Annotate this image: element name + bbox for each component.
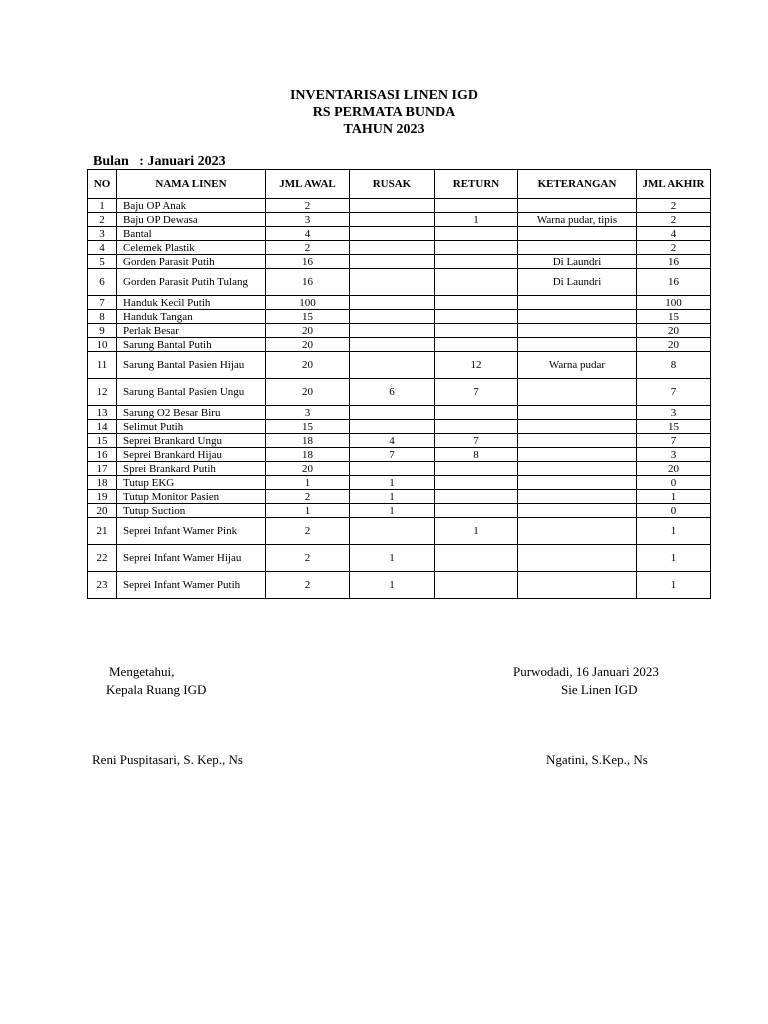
row-jml-awal: 15 bbox=[266, 420, 350, 434]
row-return bbox=[435, 504, 518, 518]
row-jml-awal: 2 bbox=[266, 241, 350, 255]
row-no: 19 bbox=[88, 490, 117, 504]
row-nama-linen: Seprei Infant Wamer Putih bbox=[117, 572, 266, 599]
row-jml-akhir: 3 bbox=[637, 448, 711, 462]
left-signer-title: Kepala Ruang IGD bbox=[106, 682, 207, 697]
row-jml-awal: 2 bbox=[266, 518, 350, 545]
row-no: 23 bbox=[88, 572, 117, 599]
row-jml-awal: 2 bbox=[266, 545, 350, 572]
row-jml-akhir: 2 bbox=[637, 213, 711, 227]
row-no: 16 bbox=[88, 448, 117, 462]
row-jml-akhir: 1 bbox=[637, 518, 711, 545]
table-row bbox=[88, 462, 711, 476]
row-jml-akhir: 16 bbox=[637, 269, 711, 296]
row-jml-akhir: 100 bbox=[637, 296, 711, 310]
row-jml-awal: 16 bbox=[266, 269, 350, 296]
table-row bbox=[88, 504, 711, 518]
row-no: 15 bbox=[88, 434, 117, 448]
document-year: TAHUN 2023 bbox=[343, 122, 425, 137]
row-keterangan bbox=[518, 462, 637, 476]
row-jml-awal: 18 bbox=[266, 434, 350, 448]
row-keterangan bbox=[518, 324, 637, 338]
column-header-nama-linen: NAMA LINEN bbox=[117, 170, 266, 199]
row-return bbox=[435, 420, 518, 434]
row-keterangan bbox=[518, 490, 637, 504]
row-jml-akhir: 1 bbox=[637, 545, 711, 572]
row-return bbox=[435, 241, 518, 255]
row-jml-akhir: 2 bbox=[637, 199, 711, 213]
row-nama-linen: Tutup EKG bbox=[117, 476, 266, 490]
row-jml-awal: 20 bbox=[266, 338, 350, 352]
table-row bbox=[88, 448, 711, 462]
row-nama-linen: Sprei Brankard Putih bbox=[117, 462, 266, 476]
row-no: 7 bbox=[88, 296, 117, 310]
row-jml-akhir: 7 bbox=[637, 434, 711, 448]
row-return: 7 bbox=[435, 434, 518, 448]
row-nama-linen: Perlak Besar bbox=[117, 324, 266, 338]
table-row bbox=[88, 545, 711, 572]
row-jml-akhir: 0 bbox=[637, 504, 711, 518]
table-row bbox=[88, 518, 711, 545]
row-jml-awal: 20 bbox=[266, 379, 350, 406]
row-jml-akhir: 4 bbox=[637, 227, 711, 241]
row-jml-awal: 2 bbox=[266, 572, 350, 599]
table-row bbox=[88, 324, 711, 338]
row-nama-linen: Baju OP Dewasa bbox=[117, 213, 266, 227]
row-rusak bbox=[350, 518, 435, 545]
row-jml-akhir: 0 bbox=[637, 476, 711, 490]
row-keterangan: Di Laundri bbox=[518, 269, 637, 296]
table-header-row bbox=[88, 170, 711, 199]
row-rusak bbox=[350, 255, 435, 269]
row-nama-linen: Seprei Infant Wamer Hijau bbox=[117, 545, 266, 572]
approval-label: Mengetahui, bbox=[109, 664, 175, 679]
row-no: 1 bbox=[88, 199, 117, 213]
row-rusak bbox=[350, 352, 435, 379]
table-row bbox=[88, 352, 711, 379]
row-jml-akhir: 7 bbox=[637, 379, 711, 406]
row-return: 1 bbox=[435, 213, 518, 227]
table-row bbox=[88, 476, 711, 490]
row-jml-awal: 20 bbox=[266, 324, 350, 338]
row-rusak bbox=[350, 324, 435, 338]
column-header-return: RETURN bbox=[435, 170, 518, 199]
row-nama-linen: Baju OP Anak bbox=[117, 199, 266, 213]
row-keterangan bbox=[518, 199, 637, 213]
row-keterangan bbox=[518, 545, 637, 572]
row-nama-linen: Sarung Bantal Putih bbox=[117, 338, 266, 352]
linen-inventory-table bbox=[87, 169, 711, 599]
table-row bbox=[88, 241, 711, 255]
row-no: 13 bbox=[88, 406, 117, 420]
table-row bbox=[88, 420, 711, 434]
row-jml-akhir: 3 bbox=[637, 406, 711, 420]
row-nama-linen: Selimut Putih bbox=[117, 420, 266, 434]
column-header-jml-awal: JML AWAL bbox=[266, 170, 350, 199]
month-label: Bulan : Januari 2023 bbox=[93, 154, 226, 169]
row-return bbox=[435, 338, 518, 352]
table-row bbox=[88, 338, 711, 352]
right-signer-title: Sie Linen IGD bbox=[561, 682, 638, 697]
row-jml-awal: 2 bbox=[266, 199, 350, 213]
row-rusak bbox=[350, 213, 435, 227]
row-no: 10 bbox=[88, 338, 117, 352]
row-keterangan bbox=[518, 476, 637, 490]
row-jml-akhir: 8 bbox=[637, 352, 711, 379]
table-row bbox=[88, 490, 711, 504]
row-jml-awal: 1 bbox=[266, 476, 350, 490]
row-jml-awal: 2 bbox=[266, 490, 350, 504]
row-return bbox=[435, 310, 518, 324]
row-jml-akhir: 1 bbox=[637, 572, 711, 599]
table-row bbox=[88, 227, 711, 241]
right-signer-name: Ngatini, S.Kep., Ns bbox=[546, 752, 648, 767]
row-keterangan bbox=[518, 518, 637, 545]
row-jml-akhir: 16 bbox=[637, 255, 711, 269]
row-nama-linen: Gorden Parasit Putih bbox=[117, 255, 266, 269]
row-nama-linen: Celemek Plastik bbox=[117, 241, 266, 255]
row-no: 4 bbox=[88, 241, 117, 255]
row-rusak: 1 bbox=[350, 476, 435, 490]
row-keterangan bbox=[518, 434, 637, 448]
row-jml-awal: 3 bbox=[266, 406, 350, 420]
row-rusak: 4 bbox=[350, 434, 435, 448]
row-jml-akhir: 20 bbox=[637, 338, 711, 352]
row-rusak: 1 bbox=[350, 545, 435, 572]
row-jml-awal: 100 bbox=[266, 296, 350, 310]
row-jml-awal: 4 bbox=[266, 227, 350, 241]
row-jml-awal: 20 bbox=[266, 352, 350, 379]
row-nama-linen: Bantal bbox=[117, 227, 266, 241]
column-header-keterangan: KETERANGAN bbox=[518, 170, 637, 199]
row-rusak bbox=[350, 296, 435, 310]
table-row bbox=[88, 572, 711, 599]
document-title: INVENTARISASI LINEN IGD bbox=[289, 88, 478, 103]
row-rusak bbox=[350, 310, 435, 324]
row-keterangan bbox=[518, 241, 637, 255]
row-rusak bbox=[350, 227, 435, 241]
row-rusak bbox=[350, 241, 435, 255]
row-no: 8 bbox=[88, 310, 117, 324]
row-jml-awal: 20 bbox=[266, 462, 350, 476]
row-jml-awal: 3 bbox=[266, 213, 350, 227]
row-keterangan bbox=[518, 420, 637, 434]
row-keterangan bbox=[518, 504, 637, 518]
table-row bbox=[88, 199, 711, 213]
row-no: 3 bbox=[88, 227, 117, 241]
hospital-name: RS PERMATA BUNDA bbox=[312, 105, 456, 120]
row-keterangan bbox=[518, 310, 637, 324]
row-no: 11 bbox=[88, 352, 117, 379]
table-row bbox=[88, 255, 711, 269]
row-rusak bbox=[350, 462, 435, 476]
row-return bbox=[435, 476, 518, 490]
row-keterangan bbox=[518, 379, 637, 406]
table-body bbox=[88, 199, 711, 599]
row-keterangan: Warna pudar, tipis bbox=[518, 213, 637, 227]
table-row bbox=[88, 379, 711, 406]
row-jml-akhir: 20 bbox=[637, 462, 711, 476]
row-no: 5 bbox=[88, 255, 117, 269]
row-keterangan bbox=[518, 572, 637, 599]
row-jml-akhir: 2 bbox=[637, 241, 711, 255]
row-no: 17 bbox=[88, 462, 117, 476]
row-rusak bbox=[350, 406, 435, 420]
row-return bbox=[435, 324, 518, 338]
row-return bbox=[435, 462, 518, 476]
row-nama-linen: Seprei Brankard Ungu bbox=[117, 434, 266, 448]
row-no: 12 bbox=[88, 379, 117, 406]
row-return: 1 bbox=[435, 518, 518, 545]
row-jml-awal: 15 bbox=[266, 310, 350, 324]
row-rusak: 7 bbox=[350, 448, 435, 462]
row-keterangan bbox=[518, 338, 637, 352]
row-return bbox=[435, 227, 518, 241]
row-rusak bbox=[350, 199, 435, 213]
row-nama-linen: Gorden Parasit Putih Tulang bbox=[117, 269, 266, 296]
row-nama-linen: Seprei Infant Wamer Pink bbox=[117, 518, 266, 545]
row-jml-awal: 18 bbox=[266, 448, 350, 462]
row-nama-linen: Tutup Suction bbox=[117, 504, 266, 518]
row-nama-linen: Sarung Bantal Pasien Ungu bbox=[117, 379, 266, 406]
row-return bbox=[435, 199, 518, 213]
row-rusak bbox=[350, 269, 435, 296]
left-signer-name: Reni Puspitasari, S. Kep., Ns bbox=[92, 752, 243, 767]
column-header-rusak: RUSAK bbox=[350, 170, 435, 199]
row-return bbox=[435, 572, 518, 599]
row-rusak: 1 bbox=[350, 490, 435, 504]
row-rusak bbox=[350, 338, 435, 352]
row-no: 18 bbox=[88, 476, 117, 490]
row-no: 9 bbox=[88, 324, 117, 338]
table-row bbox=[88, 213, 711, 227]
row-rusak bbox=[350, 420, 435, 434]
row-jml-awal: 1 bbox=[266, 504, 350, 518]
row-nama-linen: Seprei Brankard Hijau bbox=[117, 448, 266, 462]
row-no: 14 bbox=[88, 420, 117, 434]
row-no: 6 bbox=[88, 269, 117, 296]
row-keterangan bbox=[518, 406, 637, 420]
table-row bbox=[88, 310, 711, 324]
row-rusak: 6 bbox=[350, 379, 435, 406]
row-jml-akhir: 20 bbox=[637, 324, 711, 338]
row-nama-linen: Tutup Monitor Pasien bbox=[117, 490, 266, 504]
row-return: 8 bbox=[435, 448, 518, 462]
row-return bbox=[435, 545, 518, 572]
row-jml-akhir: 15 bbox=[637, 310, 711, 324]
row-return bbox=[435, 269, 518, 296]
row-keterangan: Warna pudar bbox=[518, 352, 637, 379]
row-jml-awal: 16 bbox=[266, 255, 350, 269]
row-return bbox=[435, 296, 518, 310]
row-keterangan bbox=[518, 227, 637, 241]
table-row bbox=[88, 296, 711, 310]
row-nama-linen: Sarung O2 Besar Biru bbox=[117, 406, 266, 420]
table-row bbox=[88, 434, 711, 448]
place-date: Purwodadi, 16 Januari 2023 bbox=[513, 664, 659, 679]
row-no: 22 bbox=[88, 545, 117, 572]
row-nama-linen: Handuk Kecil Putih bbox=[117, 296, 266, 310]
row-return: 12 bbox=[435, 352, 518, 379]
row-no: 2 bbox=[88, 213, 117, 227]
row-keterangan bbox=[518, 296, 637, 310]
row-rusak: 1 bbox=[350, 504, 435, 518]
row-keterangan bbox=[518, 448, 637, 462]
column-header-no: NO bbox=[88, 170, 117, 199]
row-nama-linen: Handuk Tangan bbox=[117, 310, 266, 324]
row-nama-linen: Sarung Bantal Pasien Hijau bbox=[117, 352, 266, 379]
row-jml-akhir: 1 bbox=[637, 490, 711, 504]
row-return bbox=[435, 490, 518, 504]
row-jml-akhir: 15 bbox=[637, 420, 711, 434]
row-no: 21 bbox=[88, 518, 117, 545]
row-return: 7 bbox=[435, 379, 518, 406]
table-row bbox=[88, 406, 711, 420]
row-rusak: 1 bbox=[350, 572, 435, 599]
row-keterangan: Di Laundri bbox=[518, 255, 637, 269]
row-return bbox=[435, 255, 518, 269]
table-row bbox=[88, 269, 711, 296]
row-return bbox=[435, 406, 518, 420]
row-no: 20 bbox=[88, 504, 117, 518]
column-header-jml-akhir: JML AKHIR bbox=[637, 170, 711, 199]
